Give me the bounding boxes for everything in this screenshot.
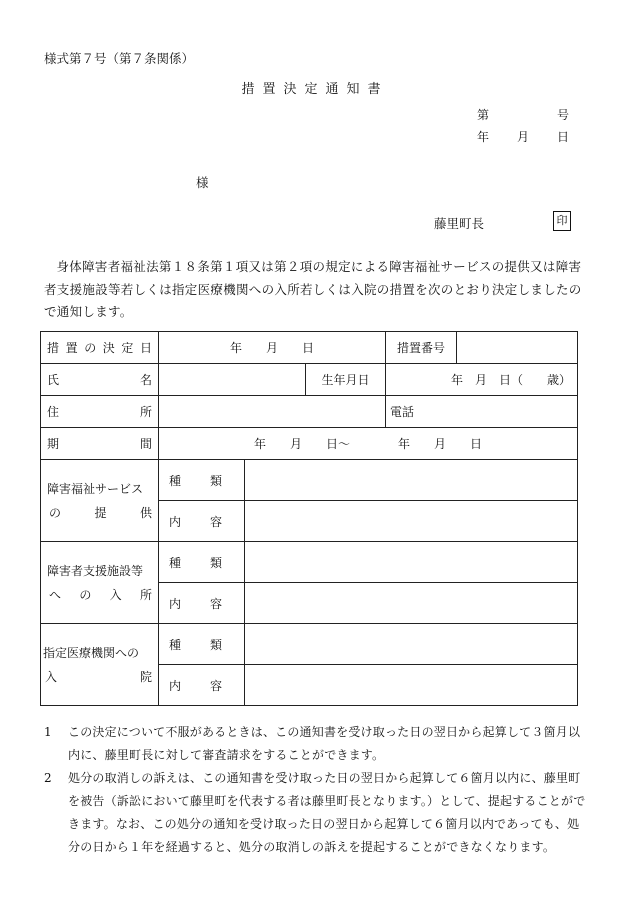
- group-label-line2: への入所: [49, 587, 152, 602]
- group-label-line2: 入院: [45, 669, 152, 684]
- address-field: [159, 396, 386, 428]
- period-label: 期 間: [41, 428, 159, 460]
- hospital-content-label: 内容: [159, 665, 245, 706]
- measure-details-table: [40, 331, 578, 706]
- hospital-content-field: [245, 665, 578, 706]
- note-text: 処分の取消しの訴えは、この通知書を受け取った日の翌日から起算して６箇月以内に、藤里町を被告（訴訟において藤里町を代表する者は藤里町長となります。）として、提起することができます。なお、この処分の通知を受け取った日の翌日から起算して６箇月以内であっても、処分の日から１年を経過すると、処分の取消しの訴えを提起することができなくなります。: [68, 771, 586, 854]
- service-content-label: 内容: [159, 501, 245, 542]
- table-row: [41, 428, 578, 460]
- service-provision-label: [41, 460, 159, 542]
- facility-content-field: [245, 583, 578, 624]
- period-value: 年 月 日～ 年 月 日: [159, 428, 578, 460]
- table-row: [41, 364, 578, 396]
- seal-mark: 印: [553, 211, 571, 231]
- facility-kind-field: [245, 542, 578, 583]
- facility-content-label: 内容: [159, 583, 245, 624]
- notification-body: 身体障害者福祉法第１８条第１項又は第２項の規定による障害福祉サービスの提供又は障害者支援施設等若しくは指定医療機関への入所若しくは入院の措置を次のとおり決定しましたので通知します。: [44, 259, 582, 319]
- issuer-name: 藤里町長: [434, 216, 485, 231]
- address-label: 住 所: [41, 396, 159, 428]
- note-text: この決定について不服があるときは、この通知書を受け取った日の翌日から起算して３箇月以内に、藤里町長に対して審査請求をすることができます。: [68, 725, 581, 762]
- measure-number-field: [457, 332, 578, 364]
- hospital-admission-label: [41, 624, 159, 706]
- note-item: [44, 767, 589, 859]
- service-kind-field: [245, 460, 578, 501]
- facility-admission-label: [41, 542, 159, 624]
- measure-number-label: 措置番号: [386, 332, 457, 364]
- dob-value: 年 月 日（ 歳）: [386, 364, 578, 396]
- note-number: 2: [44, 771, 52, 785]
- group-label-line1: 指定医療機関への: [43, 645, 140, 660]
- group-label-line1: 障害者支援施設等: [47, 563, 144, 578]
- note-item: [44, 721, 589, 767]
- document-title: 措置決定通知書: [241, 82, 389, 97]
- table-row: [41, 396, 578, 428]
- hospital-kind-label: 種類: [159, 624, 245, 665]
- addressee-suffix: 様: [196, 175, 209, 190]
- hospital-kind-field: [245, 624, 578, 665]
- table-row: [41, 542, 578, 583]
- dob-label: 生年月日: [306, 364, 386, 396]
- reference-number-label: 第: [477, 108, 490, 122]
- phone-label: 電話: [386, 396, 578, 428]
- service-content-field: [245, 501, 578, 542]
- table-row: [41, 332, 578, 364]
- decision-date-value: 年 月 日: [159, 332, 386, 364]
- notes-section: [44, 721, 589, 859]
- name-label: 氏 名: [41, 364, 159, 396]
- note-number: 1: [44, 725, 52, 739]
- reference-number-suffix: 号: [557, 108, 570, 122]
- table-row: [41, 460, 578, 501]
- issue-date-month: 月: [517, 130, 530, 144]
- group-label-line1: 障害福祉サービス: [47, 481, 144, 496]
- form-number: 様式第７号（第７条関係）: [44, 51, 195, 66]
- table-row: [41, 624, 578, 665]
- issue-date-day: 日: [557, 130, 570, 144]
- issue-date-year: 年: [477, 130, 490, 144]
- facility-kind-label: 種類: [159, 542, 245, 583]
- name-field: [159, 364, 306, 396]
- group-label-line2: の提供: [49, 505, 152, 520]
- service-kind-label: 種類: [159, 460, 245, 501]
- decision-date-label: 措置の決定日: [41, 332, 159, 364]
